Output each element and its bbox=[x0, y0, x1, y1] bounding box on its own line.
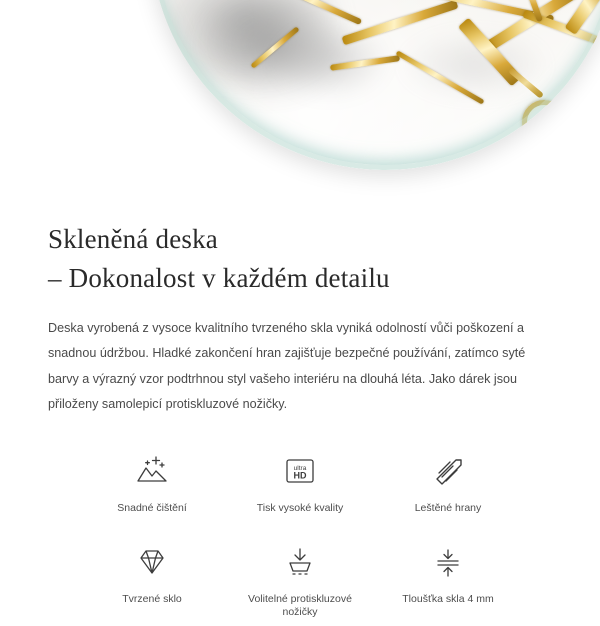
feature-item-easy-cleaning bbox=[78, 443, 226, 522]
gold-vein bbox=[330, 55, 400, 71]
feature-item-polished-edges bbox=[374, 443, 522, 522]
gold-vein bbox=[342, 0, 459, 45]
headline-line-2: – Dokonalost v každém detailu bbox=[48, 263, 390, 294]
gold-vein bbox=[522, 10, 600, 59]
feature-label: Tloušťka skla 4 mm bbox=[402, 592, 494, 605]
gold-vein bbox=[395, 50, 484, 104]
gold-ring-motif bbox=[522, 100, 566, 144]
anti-slip-feet-icon bbox=[278, 540, 322, 584]
hero-image bbox=[0, 0, 600, 196]
thickness-arrows-icon bbox=[426, 540, 470, 584]
gold-vein bbox=[273, 0, 362, 25]
feature-item-tempered-glass bbox=[78, 534, 226, 626]
feature-grid bbox=[48, 443, 552, 626]
feature-label: Tvrzené sklo bbox=[122, 592, 182, 605]
feature-item-print-quality bbox=[226, 443, 374, 522]
page-title bbox=[48, 220, 552, 298]
marble-vein-cloud bbox=[270, 20, 390, 100]
gold-vein bbox=[565, 0, 600, 35]
feature-item-anti-slip-feet bbox=[226, 534, 374, 626]
feature-label: Snadné čištění bbox=[117, 502, 187, 515]
gold-vein-tail bbox=[508, 67, 544, 99]
feature-item-glass-thickness bbox=[374, 534, 522, 626]
marble-vein-cloud bbox=[150, 0, 350, 90]
gold-vein bbox=[517, 0, 543, 22]
gold-vein bbox=[406, 0, 554, 23]
glass-plate-photo bbox=[150, 0, 600, 170]
feature-label: Leštěné hrany bbox=[414, 502, 482, 515]
svg-text:HD: HD bbox=[293, 470, 307, 481]
polished-edges-icon bbox=[426, 449, 470, 493]
description-content bbox=[0, 220, 600, 626]
marble-vein-cloud bbox=[400, 30, 550, 100]
diamond-icon bbox=[130, 540, 174, 584]
gold-vein bbox=[592, 36, 600, 93]
gold-vein bbox=[485, 0, 584, 51]
marble-vein-cloud bbox=[190, 0, 350, 105]
gold-vein bbox=[458, 18, 522, 87]
sparkle-clean-icon bbox=[130, 449, 174, 493]
svg-text:ultra: ultra bbox=[293, 465, 307, 473]
headline-line-1: Skleněná deska bbox=[48, 224, 218, 254]
feature-label: Volitelné protiskluzové nožičky bbox=[248, 592, 352, 619]
gold-vein bbox=[250, 26, 299, 68]
description-paragraph: Deska vyrobená z vysoce kvalitního tvrzeného skla vyniká odolností vůči poškození a snadnou údržbou. Hladké zakončení hran zajišťuje bezpečné používání, zatímco syté barvy a výrazný vzor podtrhnou styl vašeho interiéru na dlouhá léta. Jako dárek jsou přiloženy samolepicí protiskluzové nožičky. bbox=[48, 321, 526, 411]
ultra-hd-icon bbox=[278, 449, 322, 493]
feature-label: Tisk vysoké kvality bbox=[256, 502, 344, 515]
